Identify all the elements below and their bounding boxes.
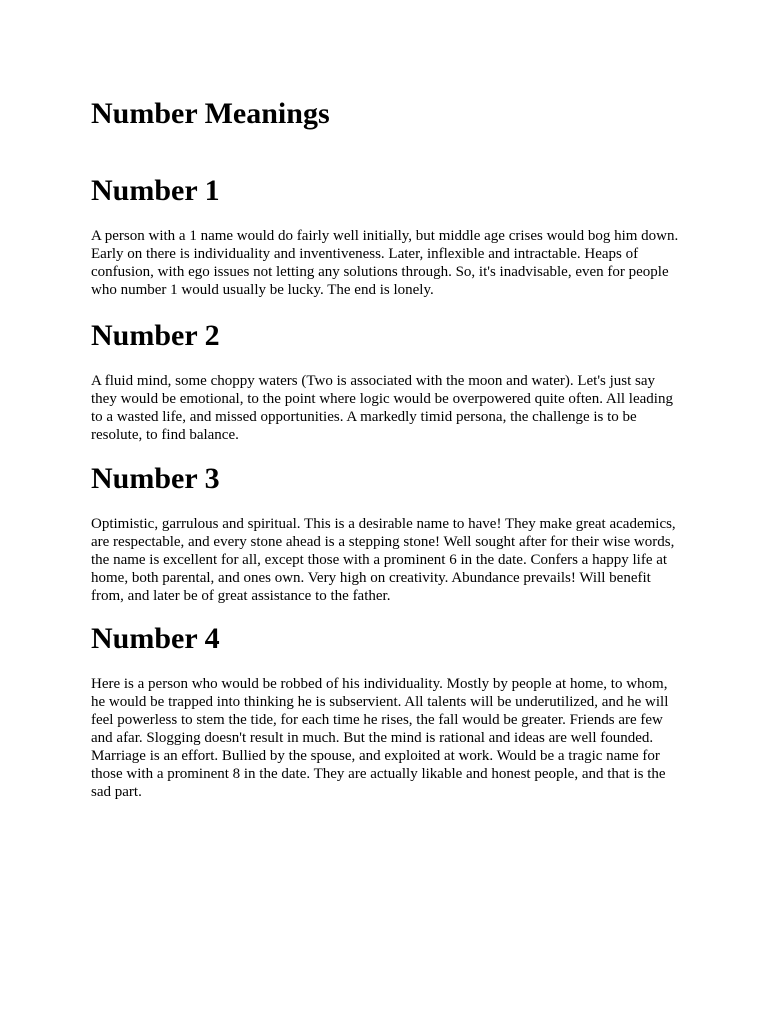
section-number-4 (91, 619, 681, 801)
section-heading: Number 1 (91, 174, 220, 207)
document-title: Number Meanings (91, 97, 330, 130)
section-number-2 (91, 316, 681, 444)
section-paragraph: Here is a person who would be robbed of his individuality. Mostly by people at home, to whom, he would be trapped into thinking he is subservient. All talents will be underutilized, and he will feel powerless to stem the tide, for each time he rises, the fall would be greater. Friends are few and afar. Slogging doesn't result in much. But the mind is rational and ideas are well founded. Marriage is an effort. Bullied by the spouse, and exploited at work. Would be a tragic name for those with a prominent 8 in the date. They are actually likable and honest people, and that is the sad part. (91, 676, 669, 800)
section-paragraph: Optimistic, garrulous and spiritual. This is a desirable name to have! They make great academics, are respectable, and every stone ahead is a stepping stone! Well sought after for their wise words, the name is excellent for all, except those with a prominent 6 in the date. Confers a happy life at home, both parental, and ones own. Very high on creativity. Abundance prevails! Will benefit from, and later be of great assistance to the father. (91, 516, 676, 604)
section-heading: Number 2 (91, 319, 220, 352)
section-number-3 (91, 459, 681, 605)
section-number-1 (91, 171, 681, 299)
section-paragraph: A person with a 1 name would do fairly well initially, but middle age crises would bog him down. Early on there is individuality and inventiveness. Later, inflexible and intractable. Heaps of confusion, with ego issues not letting any solutions through. So, it's inadvisable, even for people who number 1 would usually be lucky. The end is lonely. (91, 228, 679, 298)
section-paragraph: A fluid mind, some choppy waters (Two is associated with the moon and water). Let's just say they would be emotional, to the point where logic would be overpowered quite often. All leading to a wasted life, and missed opportunities. A markedly timid persona, the challenge is to be resolute, to find balance. (91, 373, 673, 443)
section-heading: Number 3 (91, 462, 220, 495)
section-heading: Number 4 (91, 622, 220, 655)
